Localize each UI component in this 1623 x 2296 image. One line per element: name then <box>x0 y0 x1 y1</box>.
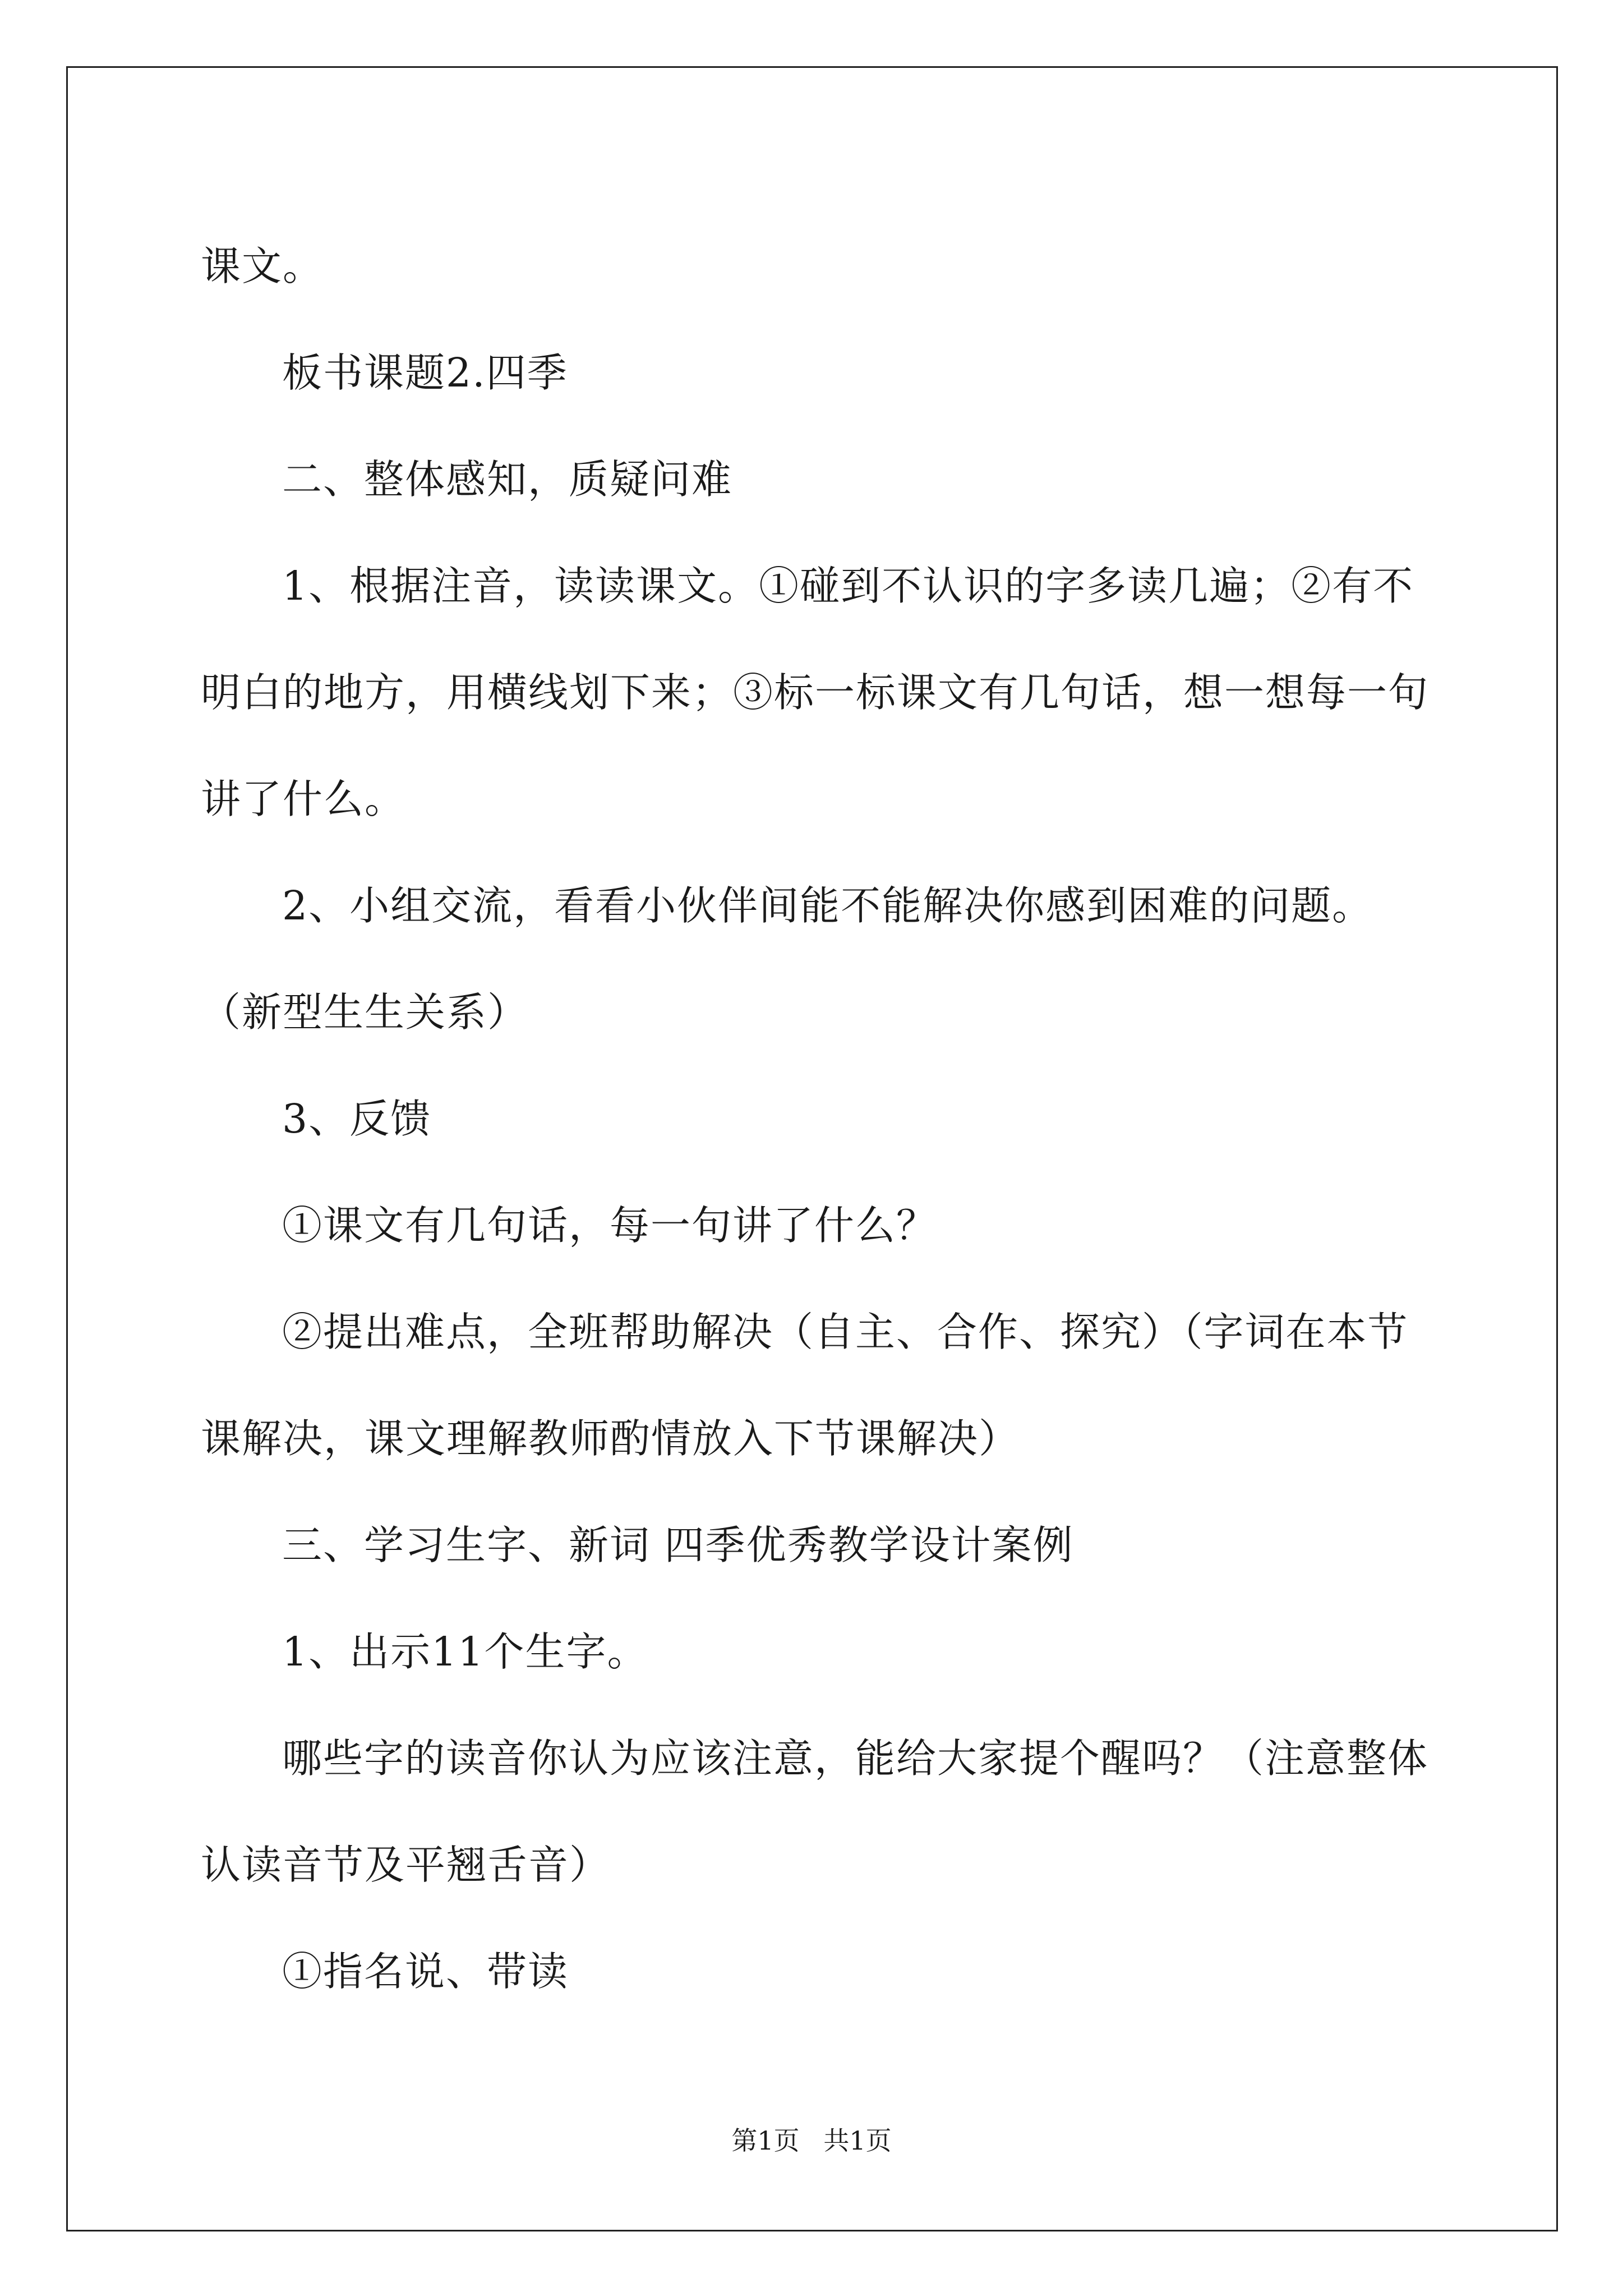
paragraph-2: 板书课题2.四季 <box>282 349 568 396</box>
page-footer <box>0 2120 1623 2157</box>
document-body <box>201 213 1429 2025</box>
paragraph-1: 课文。 <box>201 243 324 289</box>
paragraph-12: ①指名说、带读 <box>282 1948 569 1995</box>
page-number: 第1页 <box>731 2125 800 2156</box>
paragraph-5: 2、小组交流，看看小伙伴间能不能解决你感到困难的问题。（新型生生关系） <box>201 882 1373 1036</box>
paragraph-8: ②提出难点，全班帮助解决（自主、合作、探究）（字词在本节课解决，课文理解教师酌情放入下节课解决） <box>201 1309 1409 1462</box>
paragraph-9: 三、学习生字、新词 四季优秀教学设计案例 <box>282 1522 1074 1568</box>
page-total: 共1页 <box>823 2125 892 2156</box>
paragraph-3: 二、整体感知，质疑问难 <box>282 456 733 503</box>
paragraph-10: 1、出示11个生字。 <box>282 1628 648 1675</box>
paragraph-7: ①课文有几句话，每一句讲了什么？ <box>282 1202 938 1249</box>
paragraph-6: 3、反馈 <box>282 1096 432 1142</box>
paragraph-4: 1、根据注音，读读课文。①碰到不认识的字多读几遍；②有不明白的地方，用横线划下来；③标一标课文有几句话，想一想每一句讲了什么。 <box>201 563 1430 822</box>
paragraph-11: 哪些字的读音你认为应该注意，能给大家提个醒吗？（注意整体认读音节及平翘舌音） <box>201 1735 1429 1888</box>
